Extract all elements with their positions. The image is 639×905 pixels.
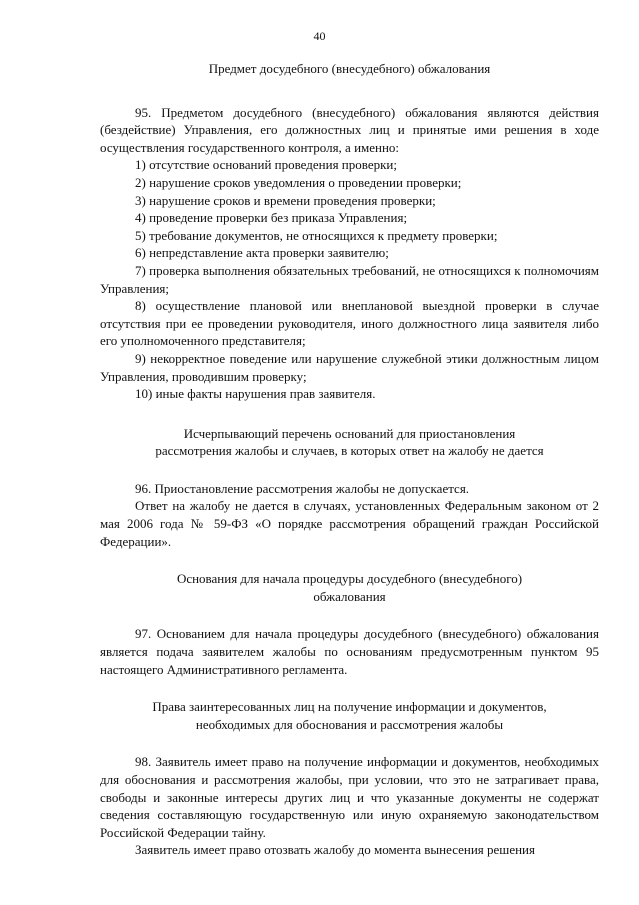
section-suspension-grounds xyxy=(100,425,599,551)
section-heading: Предмет досудебного (внесудебного) обжалования xyxy=(208,61,491,76)
page-number: 40 xyxy=(313,29,326,43)
section-heading: Исчерпывающий перечень оснований для приостановления xyxy=(183,425,516,441)
list-item: 6) непредставление акта проверки заявителю; xyxy=(135,245,389,261)
section-heading: необходимых для обоснования и рассмотрения жалобы xyxy=(195,716,504,732)
paragraph: Ответ на жалобу не дается в случаях, установленных Федеральным законом от 2 мая 2006 года № 59-ФЗ «О порядке рассмотрения обращений граждан Российской Федерации». xyxy=(100,498,599,549)
list-item: 9) некорректное поведение или нарушение служебной этики должностным лицом Управления, проводившим проверку; xyxy=(100,350,599,384)
paragraph: Заявитель имеет право отозвать жалобу до момента вынесения решения xyxy=(135,842,535,858)
section-heading: Права заинтересованных лиц на получение информации и документов, xyxy=(152,699,547,715)
list-item: 5) требование документов, не относящихся к предмету проверки; xyxy=(135,227,498,243)
section-procedure-grounds xyxy=(100,570,599,678)
list-item: 3) нарушение сроков и времени проведения проверки; xyxy=(135,192,436,208)
list-item: 4) проведение проверки без приказа Управления; xyxy=(135,210,408,226)
section-heading: Основания для начала процедуры досудебного (внесудебного) xyxy=(176,571,523,587)
paragraph-95: 95. Предметом досудебного (внесудебного) обжалования являются действия (бездействие) Управления, его должностных лиц и принятые ими решения в ходе осуществления государственного контроля, а именно: xyxy=(100,104,599,155)
list-item: 8) осуществление плановой или внеплановой выездной проверки в случае отсутствия при ее проведении руководителя, иного должностного лица заявителя либо его уполномоченного представителя; xyxy=(100,298,599,349)
section-information-rights xyxy=(100,698,599,859)
list-item: 1) отсутствие оснований проведения проверки; xyxy=(135,157,397,173)
section-complaint-subject xyxy=(100,60,599,403)
list-item: 7) проверка выполнения обязательных требований, не относящихся к полномочиям Управления; xyxy=(100,262,599,296)
section-heading: обжалования xyxy=(313,588,386,604)
section-heading: рассмотрения жалобы и случаев, в которых ответ на жалобу не дается xyxy=(155,443,544,459)
paragraph-96: 96. Приостановление рассмотрения жалобы не допускается. xyxy=(135,480,470,496)
list-item: 2) нарушение сроков уведомления о проведении проверки; xyxy=(135,174,462,190)
list-item: 10) иные факты нарушения прав заявителя. xyxy=(135,386,376,402)
document-body xyxy=(100,60,599,859)
paragraph-98: 98. Заявитель имеет право на получение информации и документов, необходимых для обоснования и рассмотрения жалобы, при условии, что это не затрагивает права, свободы и законные интересы других лиц и что указанные документы не содержат сведения составляющую государственную или иную охраняемую законодательством Российской Федерации тайну. xyxy=(100,754,599,840)
paragraph-97: 97. Основанием для начала процедуры досудебного (внесудебного) обжалования является подача заявителем жалобы по основаниям предусмотренным пунктом 95 настоящего Административного регламента. xyxy=(100,626,599,677)
